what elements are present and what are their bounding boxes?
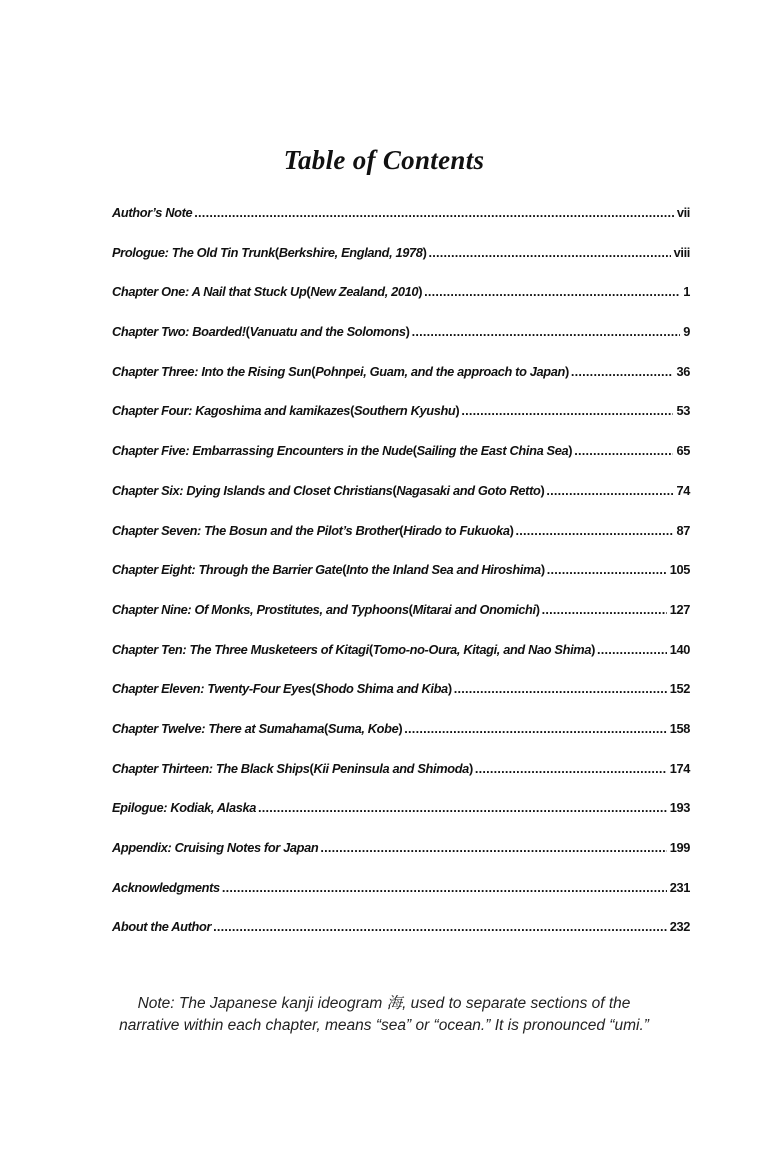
toc-entry-location-wrapper: (Nagasaki and Goto Retto) (392, 482, 545, 498)
toc-dot-leader (320, 840, 666, 855)
toc-dot-leader (546, 483, 673, 498)
toc-entry-location: New Zealand, 2010 (310, 284, 419, 300)
toc-entry-page-number: 53 (676, 403, 690, 419)
toc-dot-leader (516, 523, 674, 538)
toc-entry-title: Chapter Three: Into the Rising Sun (112, 363, 312, 379)
toc-dot-leader (542, 602, 667, 617)
toc-entry-title: Chapter Six: Dying Islands and Closet Christians (112, 482, 393, 498)
toc-entry-page-number: 193 (669, 800, 690, 816)
toc-entry-page-number: 1 (683, 284, 690, 300)
toc-entry-page-number: 36 (676, 363, 690, 379)
toc-entry-location: Berkshire, England, 1978 (278, 244, 423, 260)
toc-entry-location-wrapper: (Hirado to Fukuoka) (399, 522, 514, 538)
toc-entry-location-wrapper: (Berkshire, England, 1978) (274, 244, 427, 260)
toc-dot-leader (475, 761, 667, 776)
toc-entry-location-wrapper: (Vanuatu and the Solomons) (245, 324, 410, 340)
toc-entry[interactable] (112, 642, 690, 682)
toc-entry-title: Chapter Nine: Of Monks, Prostitutes, and Typhoons (112, 601, 409, 617)
toc-entry-page-number: 74 (676, 482, 690, 498)
toc-entry-title: Epilogue: Kodiak, Alaska (112, 800, 257, 816)
toc-entry-location: Nagasaki and Goto Retto (396, 482, 541, 498)
toc-entry-page-number: 65 (676, 443, 690, 459)
toc-entry[interactable] (112, 721, 690, 761)
toc-entry-location: Suma, Kobe (327, 720, 399, 736)
toc-dot-leader (597, 642, 667, 657)
toc-entry-title: Author’s Note (112, 205, 193, 220)
toc-entry-title: Appendix: Cruising Notes for Japan (112, 840, 319, 855)
toc-entry[interactable] (112, 403, 690, 443)
toc-entry[interactable] (112, 562, 690, 602)
toc-entry-title: Chapter Thirteen: The Black Ships (112, 760, 310, 776)
toc-entry-location-wrapper: (Shodo Shima and Kiba) (311, 681, 452, 697)
toc-dot-leader (404, 721, 666, 736)
toc-entry-location: Tomo-no-Oura, Kitagi, and Nao Shima (372, 641, 592, 657)
toc-entry-location-wrapper: (New Zealand, 2010) (306, 284, 423, 300)
toc-entry-location: Southern Kyushu (354, 403, 456, 419)
toc-dot-leader (429, 245, 671, 260)
kanji-note (0, 993, 768, 1037)
toc-dot-leader (547, 562, 667, 577)
toc-entry-location-wrapper: (Suma, Kobe) (324, 720, 403, 736)
toc-entry-location: Into the Inland Sea and Hiroshima (346, 562, 541, 578)
toc-entry-title: Chapter Seven: The Bosun and the Pilot’s Brother (112, 522, 400, 538)
toc-entry-location: Hirado to Fukuoka (403, 522, 510, 538)
toc-entry-page-number: viii (673, 244, 690, 260)
toc-entry-title: Prologue: The Old Tin Trunk (112, 244, 275, 260)
toc-dot-leader (194, 205, 674, 220)
toc-entry-page-number: 199 (669, 840, 690, 855)
toc-entry-page-number: 232 (669, 919, 690, 935)
toc-entry-page-number: 152 (669, 681, 690, 697)
toc-entry-title: Chapter Two: Boarded! (112, 324, 246, 340)
toc-entry[interactable] (112, 523, 690, 563)
toc-dot-leader (424, 284, 680, 299)
toc-entry-page-number: 231 (669, 879, 690, 895)
kanji-note-line-1: Note: The Japanese kanji ideogram 海, used to separate sections of the (137, 995, 631, 1012)
toc-entry[interactable] (112, 245, 690, 285)
toc-entry-location: Kii Peninsula and Shimoda (313, 760, 469, 776)
toc-entry[interactable] (112, 284, 690, 324)
toc-entry-page-number: vii (676, 205, 690, 220)
toc-entry-page-number: 174 (669, 760, 690, 776)
toc-entry-location-wrapper: (Mitarai and Onomichi) (408, 601, 540, 617)
toc-entry-title: Chapter Eight: Through the Barrier Gate (112, 562, 343, 578)
toc-entry[interactable] (112, 800, 690, 840)
toc-dot-leader (571, 364, 674, 379)
toc-entry-title: Chapter Ten: The Three Musketeers of Kitagi (112, 641, 369, 657)
toc-entry-title: Chapter Eleven: Twenty-Four Eyes (112, 681, 312, 697)
toc-entry-location: Vanuatu and the Solomons (249, 324, 406, 340)
toc-entry[interactable] (112, 483, 690, 523)
toc-entry-location-wrapper: (Into the Inland Sea and Hiroshima) (342, 562, 545, 578)
toc-entry-page-number: 140 (669, 641, 690, 657)
toc-entry-location: Mitarai and Onomichi (412, 601, 536, 617)
table-of-contents (112, 205, 690, 959)
toc-entry[interactable] (112, 324, 690, 364)
toc-dot-leader (213, 919, 667, 934)
toc-dot-leader (412, 324, 681, 339)
toc-entry-location-wrapper: (Kii Peninsula and Shimoda) (309, 760, 473, 776)
toc-entry[interactable] (112, 761, 690, 801)
toc-entry-title: Chapter Twelve: There at Sumahama (112, 720, 324, 736)
toc-entry[interactable] (112, 681, 690, 721)
toc-entry[interactable] (112, 205, 690, 245)
toc-entry[interactable] (112, 443, 690, 483)
toc-entry-location: Sailing the East China Sea (416, 443, 569, 459)
toc-entry-page-number: 87 (676, 522, 690, 538)
toc-entry-location: Pohnpei, Guam, and the approach to Japan (315, 363, 565, 379)
toc-entry[interactable] (112, 364, 690, 404)
toc-dot-leader (574, 443, 673, 458)
toc-entry-title: Chapter One: A Nail that Stuck Up (112, 284, 307, 300)
toc-entry[interactable] (112, 602, 690, 642)
kanji-note-line-2: narrative within each chapter, means “sea” or “ocean.” It is pronounced “umi.” (119, 1017, 649, 1034)
toc-entry-title: Chapter Four: Kagoshima and kamikazes (112, 403, 351, 419)
toc-entry-location-wrapper: (Tomo-no-Oura, Kitagi, and Nao Shima) (368, 641, 596, 657)
toc-dot-leader (258, 800, 667, 815)
toc-dot-leader (461, 403, 673, 418)
toc-entry-title: About the Author (112, 919, 212, 935)
toc-entry-page-number: 105 (669, 562, 690, 578)
toc-entry-page-number: 127 (669, 601, 690, 617)
page-title: Table of Contents (283, 145, 485, 175)
toc-dot-leader (454, 681, 667, 696)
toc-dot-leader (222, 880, 667, 895)
toc-entry[interactable] (112, 840, 690, 880)
toc-entry-page-number: 9 (683, 324, 690, 340)
toc-entry-location-wrapper: (Southern Kyushu) (350, 403, 460, 419)
toc-entry-location-wrapper: (Sailing the East China Sea) (412, 443, 573, 459)
toc-entry-title: Chapter Five: Embarrassing Encounters in the Nude (112, 443, 413, 459)
toc-entry[interactable] (112, 880, 690, 920)
toc-entry[interactable] (112, 919, 690, 959)
toc-entry-title: Acknowledgments (112, 879, 220, 895)
toc-entry-page-number: 158 (669, 720, 690, 736)
toc-entry-location: Shodo Shima and Kiba (315, 681, 448, 697)
toc-entry-location-wrapper: (Pohnpei, Guam, and the approach to Japan) (311, 363, 569, 379)
